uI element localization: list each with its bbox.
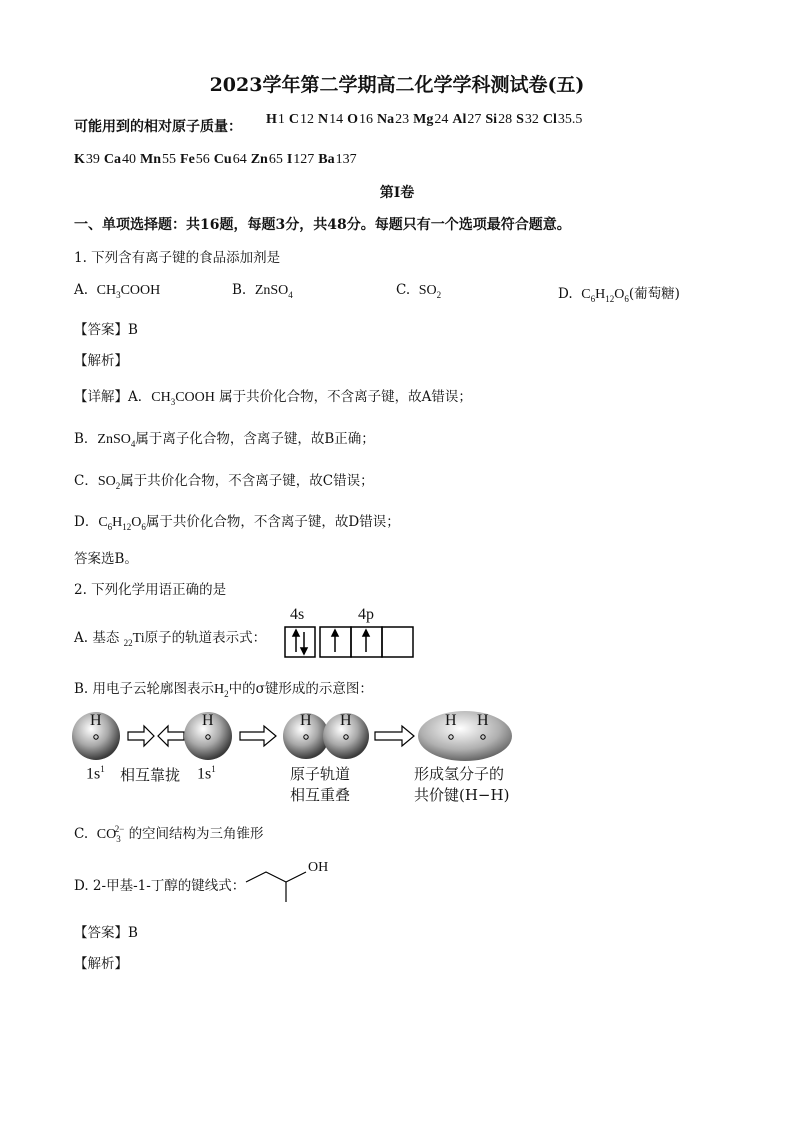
element-symbol: Na	[377, 112, 395, 127]
q1-option-d	[558, 282, 680, 304]
q1-conclusion: 答案选B。	[74, 551, 138, 567]
label-approach: 相互靠拢	[120, 766, 181, 784]
element-symbol: Mg	[413, 112, 434, 127]
element-mass: 137	[335, 152, 357, 167]
element-mass: 14	[329, 112, 344, 127]
element-symbol: Cl	[542, 112, 557, 127]
element-mass: 55	[162, 152, 177, 167]
detail-text: 属于共价化合物，不含离子键，故C错误；	[120, 473, 374, 489]
element-symbol: H	[266, 112, 277, 127]
q2-option-b	[74, 677, 373, 699]
h-label: H	[90, 712, 102, 729]
option-label: C.	[396, 282, 411, 298]
h-label: H	[340, 712, 352, 729]
option-b-pre: B. 用电子云轮廓图表示	[74, 681, 215, 697]
element-mass: 27	[467, 112, 482, 127]
label-final-1: 形成氢分子的	[414, 765, 505, 783]
atomic-mass-label: 可能用到的相对原子质量：	[74, 119, 242, 135]
q2-option-c	[74, 822, 264, 844]
detail-text: 属于共价化合物，不含离子键，故D错误；	[145, 514, 400, 530]
element-symbol: Mn	[140, 152, 162, 167]
orbital-diagram	[284, 626, 416, 658]
label-1s-text: 1s	[86, 765, 101, 783]
q1-detail-b	[74, 427, 375, 449]
answer-value: B	[128, 322, 138, 338]
answer-tag: 【答案】	[74, 925, 128, 941]
element-symbol: K	[74, 152, 85, 167]
h2-molecule	[418, 711, 512, 761]
detail-prefix: C．	[74, 473, 98, 489]
formula-co3: $CO_3^{2-}$	[96, 824, 125, 844]
volume-heading: 第Ⅰ卷	[379, 185, 415, 201]
page-title: 2023学年第二学期高二化学学科测试卷(五)	[209, 74, 585, 96]
element-ti: $_{22}$Ti	[123, 631, 145, 648]
formula-glucose: $C_6H_{12}O_6$	[98, 515, 146, 532]
arrow-right-2	[240, 726, 276, 746]
label-1s-right: $1s^1$	[197, 764, 216, 783]
detail-prefix: D．	[74, 514, 99, 530]
oh-label: OH	[308, 860, 329, 875]
element-symbol: N	[318, 112, 329, 127]
q1-detail-c	[74, 469, 374, 491]
h-label: H	[202, 712, 214, 729]
q2-stem: 2. 下列化学用语正确的是	[74, 582, 227, 598]
element-mass: 65	[268, 152, 283, 167]
label-overlap-1: 原子轨道	[290, 765, 351, 783]
element-symbol: Fe	[180, 152, 195, 167]
label-1s-text: 1s	[197, 765, 212, 783]
element-mass: 28	[498, 112, 513, 127]
element-mass: 39	[85, 152, 100, 167]
q2-option-a	[74, 626, 266, 648]
element-symbol: Al	[452, 112, 467, 127]
arrow-right-1	[128, 726, 154, 746]
formula-h2: $H_2$	[214, 682, 229, 699]
label-overlap-2: 相互重叠	[290, 786, 351, 804]
formula-glucose: $C_6H_{12}O_6$	[581, 287, 629, 304]
q1-analysis-tag: 【解析】	[74, 353, 128, 369]
answer-tag: 【答案】	[74, 322, 128, 338]
section-heading: 一、单项选择题：共16题，每题3分，共48分。每题只有一个选项最符合题意。	[74, 217, 571, 233]
arrow-right-3	[375, 726, 414, 746]
element-mass: 32	[524, 112, 539, 127]
option-label: B.	[232, 282, 247, 298]
detail-text: 属于共价化合物，不含离子键，故A错误；	[219, 389, 472, 405]
option-a-pre: A. 基态	[74, 630, 120, 646]
orbital-box-4p-3	[382, 627, 413, 657]
detail-text: 属于离子化合物，含离子键，故B正确；	[135, 431, 375, 447]
element-mass: 1	[277, 112, 285, 127]
element-mass: 64	[232, 152, 247, 167]
q2-answer	[74, 921, 138, 941]
element-symbol: S	[516, 112, 524, 127]
element-mass: 40	[122, 152, 137, 167]
label-final-2: 共价键(H−H)	[414, 786, 510, 804]
h-label: H	[477, 712, 489, 729]
option-a-post: 原子的轨道表示式：	[144, 630, 267, 646]
orbital-4p-label: 4p	[358, 606, 374, 623]
q2-option-d: D. 2-甲基-1-丁醇的键线式：	[74, 878, 246, 894]
q1-stem: 1. 下列含有离子键的食品添加剂是	[74, 250, 281, 266]
element-symbol: Ca	[103, 152, 122, 167]
formula-ch3cooh: $CH_3COOH$	[96, 283, 161, 300]
q1-option-c	[396, 282, 441, 300]
formula-so2: $SO_2$	[418, 283, 442, 300]
detail-tag: 【详解】	[74, 389, 128, 405]
h-label: H	[300, 712, 312, 729]
option-c-post: 的空间结构为三角锥形	[128, 826, 264, 842]
formula-ch3cooh: $CH_3COOH$	[151, 390, 215, 407]
element-symbol: Ba	[318, 152, 335, 167]
formula-znso4: ZnSO$_4$	[254, 283, 293, 300]
element-symbol: Cu	[213, 152, 232, 167]
element-mass: 56	[195, 152, 210, 167]
arrow-left-1	[158, 726, 184, 746]
element-mass: 35.5	[557, 112, 583, 127]
skeletal-formula	[244, 860, 314, 904]
detail-prefix: A．	[128, 389, 152, 405]
q1-answer	[74, 318, 138, 338]
element-symbol: O	[347, 112, 359, 127]
orbital-box-4s	[285, 627, 315, 657]
q1-detail-d	[74, 510, 400, 532]
h-label: H	[445, 712, 457, 729]
option-label: D.	[558, 286, 573, 302]
element-symbol: Si	[485, 112, 498, 127]
orbital-4s-label: 4s	[290, 606, 305, 623]
option-label: A.	[74, 282, 89, 298]
atomic-mass-line-1	[266, 112, 586, 128]
element-mass: 23	[395, 112, 410, 127]
detail-prefix: B．	[74, 431, 98, 447]
element-symbol: I	[286, 152, 293, 167]
element-mass: 12	[300, 112, 315, 127]
option-note: (葡萄糖)	[628, 286, 680, 302]
q1-detail-a	[74, 385, 472, 407]
element-mass: 24	[434, 112, 449, 127]
option-b-post: 中的σ键形成的示意图：	[228, 681, 373, 697]
element-symbol: C	[288, 112, 300, 127]
answer-value: B	[128, 925, 138, 941]
q1-option-a	[74, 282, 160, 300]
q2-analysis-tag: 【解析】	[74, 956, 128, 972]
element-mass: 127	[293, 152, 315, 167]
element-mass: 16	[359, 112, 374, 127]
label-1s-left: $1s^1$	[86, 764, 105, 783]
q1-option-b	[232, 282, 293, 300]
formula-znso4: ZnSO$_4$	[97, 432, 136, 449]
element-symbol: Zn	[250, 152, 268, 167]
option-c-pre: C.	[74, 826, 89, 842]
atomic-mass-line-2	[74, 152, 361, 168]
formula-so2: $SO_2$	[97, 474, 121, 491]
